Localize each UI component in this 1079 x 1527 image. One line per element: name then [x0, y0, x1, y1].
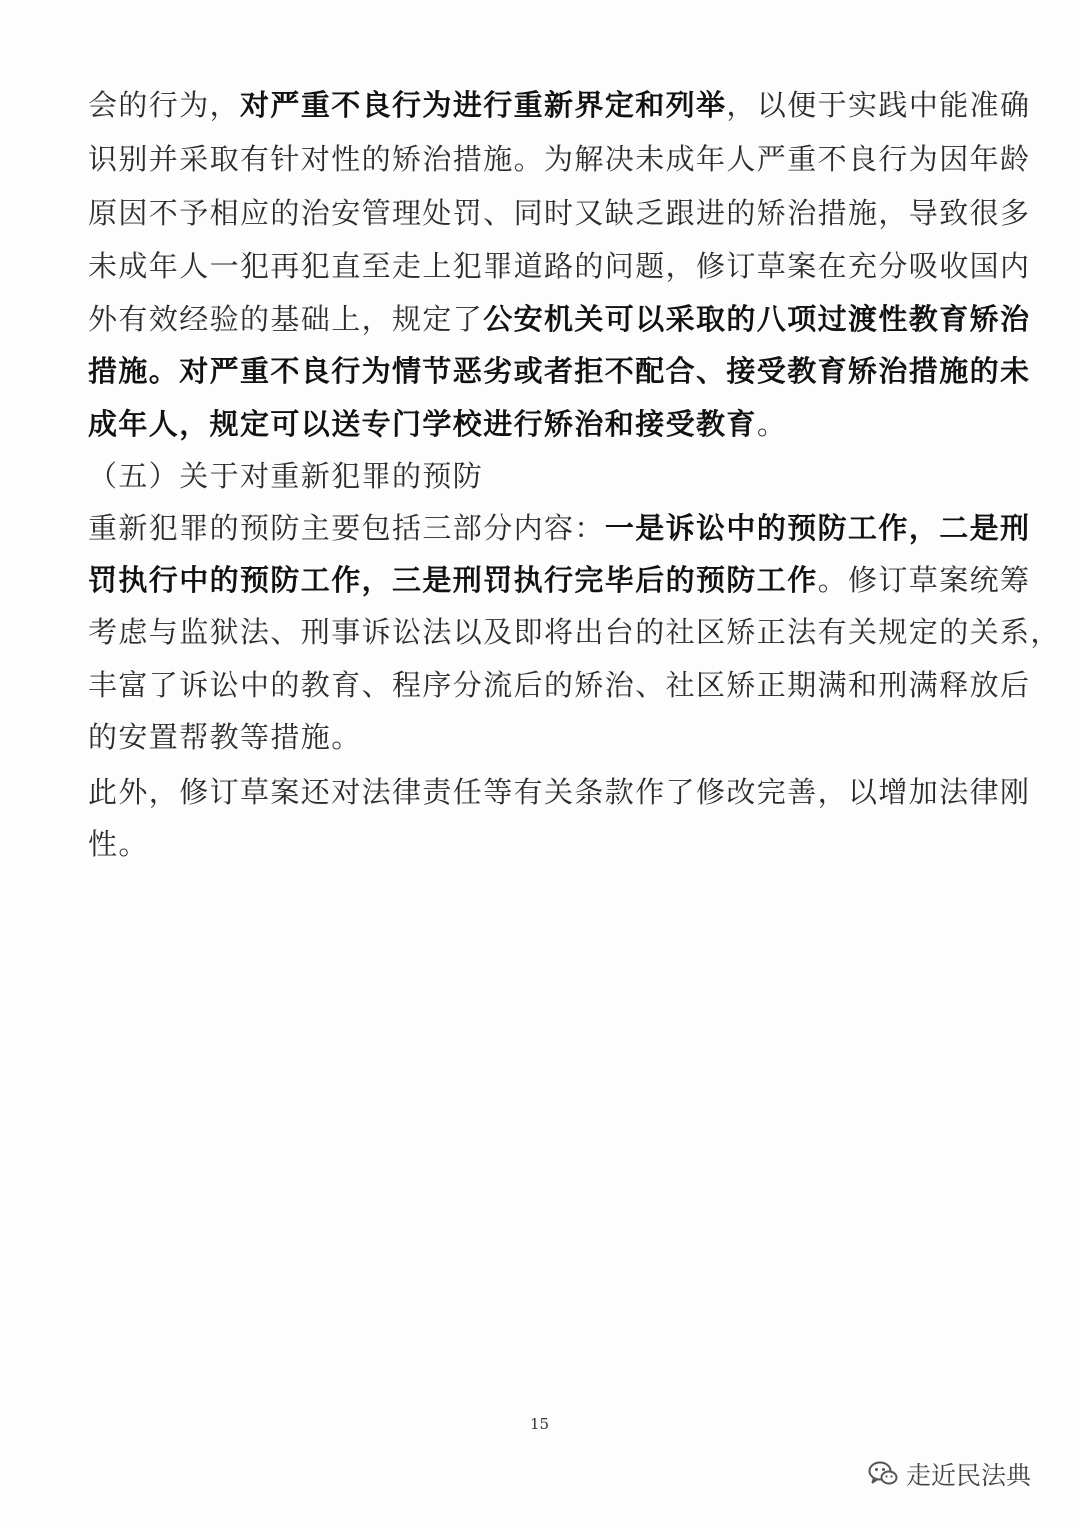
bold-text-segment: 措施。对严重不良行为情节恶劣或者拒不配合、接受教育矫治措施的未: [88, 354, 1031, 388]
text-segment: 重新犯罪的预防主要包括三部分内容：: [88, 511, 605, 545]
text-line: [88, 85, 1031, 125]
text-segment: 。修订草案统筹: [817, 563, 1031, 597]
bold-text-segment: 罚执行中的预防工作，三是刑罚执行完毕后的预防工作: [88, 563, 818, 597]
text-segment: 丰富了诉讼中的教育、程序分流后的矫治、社区矫正期满和刑满释放后: [88, 668, 1031, 702]
text-line: [88, 456, 998, 496]
text-segment: 考虑与监狱法、刑事诉讼法以及即将出台的社区矫正法有关规定的关系，: [88, 615, 1061, 649]
text-line: [88, 246, 1031, 286]
text-segment: 未成年人一犯再犯直至走上犯罪道路的问题，修订草案在充分吸收国内: [88, 249, 1031, 283]
text-line: [88, 193, 1031, 233]
text-segment: ，以便于实践中能准确: [726, 88, 1031, 122]
text-segment: （五）关于对重新犯罪的预防: [88, 459, 484, 493]
text-line: [88, 404, 998, 444]
text-line: [88, 717, 998, 757]
text-segment: 此外，修订草案还对法律责任等有关条款作了修改完善，以增加法律刚: [88, 775, 1031, 809]
wechat-icon: [868, 1461, 898, 1487]
text-line: [88, 560, 1031, 600]
text-segment: 外有效经验的基础上，规定了: [88, 302, 484, 336]
text-line: [88, 508, 1031, 548]
text-line: [88, 665, 1031, 705]
text-segment: 性。: [88, 827, 149, 861]
watermark: [868, 1456, 1031, 1492]
bold-text-segment: 对严重不良行为进行重新界定和列举: [240, 88, 727, 122]
bold-text-segment: 公安机关可以采取的八项过渡性教育矫治: [483, 302, 1031, 336]
watermark-text: 走近民法典: [906, 1461, 1032, 1490]
text-line: [88, 772, 1031, 812]
text-line: [88, 351, 1031, 391]
bold-text-segment: 成年人，规定可以送专门学校进行矫治和接受教育: [88, 407, 757, 441]
page-number: 15: [529, 1415, 550, 1433]
text-segment: 的安置帮教等措施。: [88, 720, 362, 754]
bold-text-segment: 一是诉讼中的预防工作，二是刑: [604, 511, 1031, 545]
text-segment: 。: [756, 407, 788, 441]
text-line: [88, 139, 1031, 179]
text-segment: 原因不予相应的治安管理处罚、同时又缺乏跟进的矫治措施，导致很多: [88, 196, 1031, 230]
text-line: [88, 824, 998, 864]
text-segment: 会的行为，: [88, 88, 241, 122]
text-line: [88, 612, 1061, 652]
text-segment: 识别并采取有针对性的矫治措施。为解决未成年人严重不良行为因年龄: [88, 142, 1031, 176]
text-line: [88, 299, 1031, 339]
